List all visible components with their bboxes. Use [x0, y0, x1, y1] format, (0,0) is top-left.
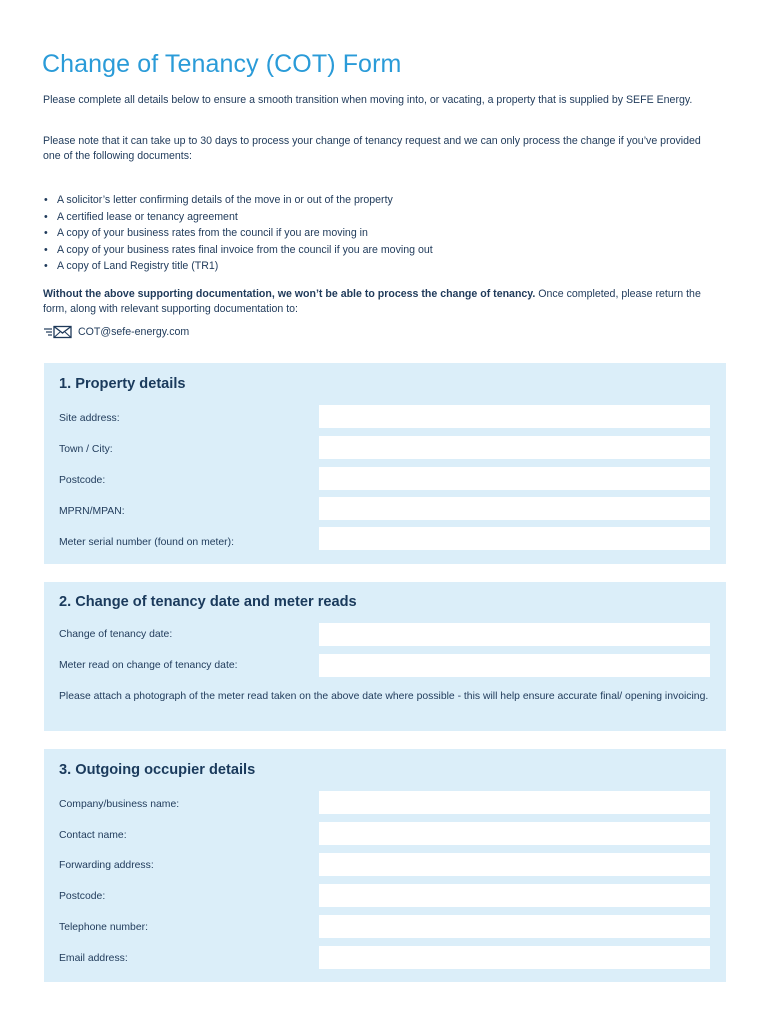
- warning-text: [43, 287, 713, 317]
- field-label: Meter serial number (found on meter):: [59, 537, 234, 548]
- company-name-input[interactable]: [319, 791, 710, 814]
- warning-rest: Once completed, please return the form, along with relevant supporting documentation to:: [43, 288, 701, 315]
- outgoing-occupier-section: [44, 749, 726, 982]
- photo-note: Please attach a photograph of the meter read taken on the above date where possible - this will help ensure accurate final/ opening invoicing.: [59, 691, 709, 702]
- email-icon: [43, 325, 73, 339]
- postcode-input[interactable]: [319, 884, 710, 907]
- property-details-section: [44, 363, 726, 564]
- mprn-mpan-input[interactable]: [319, 497, 710, 520]
- list-item: • A certified lease or tenancy agreement: [43, 210, 433, 227]
- email-contact: [43, 324, 189, 340]
- field-label: MPRN/MPAN:: [59, 506, 125, 517]
- forwarding-address-input[interactable]: [319, 853, 710, 876]
- documents-note: Please note that it can take up to 30 days to process your change of tenancy request and we can only process the change if you’ve provided one of the following documents:: [43, 135, 701, 162]
- list-item: • A copy of your business rates final invoice from the council if you are moving out: [43, 243, 433, 260]
- documents-list: [43, 193, 433, 276]
- section-heading: 2. Change of tenancy date and meter reads: [59, 594, 357, 610]
- page-title: Change of Tenancy (COT) Form: [42, 50, 402, 78]
- site-address-input[interactable]: [319, 405, 710, 428]
- field-label: Forwarding address:: [59, 860, 154, 871]
- meter-serial-input[interactable]: [319, 527, 710, 550]
- list-item: • A copy of your business rates from the council if you are moving in: [43, 226, 433, 243]
- field-label: Contact name:: [59, 830, 127, 841]
- town-city-input[interactable]: [319, 436, 710, 459]
- field-label: Company/business name:: [59, 799, 180, 810]
- section-heading: 1. Property details: [59, 376, 186, 392]
- field-label: Site address:: [59, 413, 120, 424]
- postcode-input[interactable]: [319, 467, 710, 490]
- tenancy-date-section: [44, 582, 726, 731]
- field-label: Town / City:: [59, 444, 113, 455]
- contact-name-input[interactable]: [319, 822, 710, 845]
- email-address[interactable]: COT@sefe-energy.com: [78, 326, 190, 338]
- tenancy-date-input[interactable]: [319, 623, 710, 646]
- field-label: Postcode:: [59, 891, 106, 902]
- field-label: Email address:: [59, 953, 128, 964]
- warning-bold: Without the above supporting documentation, we won’t be able to process the change of tenancy.: [43, 288, 536, 300]
- field-label: Meter read on change of tenancy date:: [59, 660, 238, 671]
- intro-text: Please complete all details below to ensure a smooth transition when moving into, or vacating, a property that is supplied by SEFE Energy.: [43, 94, 693, 106]
- email-input[interactable]: [319, 946, 710, 969]
- field-label: Postcode:: [59, 475, 106, 486]
- field-label: Telephone number:: [59, 922, 148, 933]
- list-item: • A solicitor’s letter confirming details of the move in or out of the property: [43, 193, 433, 210]
- section-heading: 3. Outgoing occupier details: [59, 762, 256, 778]
- telephone-input[interactable]: [319, 915, 710, 938]
- list-item: • A copy of Land Registry title (TR1): [43, 259, 433, 276]
- meter-read-input[interactable]: [319, 654, 710, 677]
- field-label: Change of tenancy date:: [59, 629, 173, 640]
